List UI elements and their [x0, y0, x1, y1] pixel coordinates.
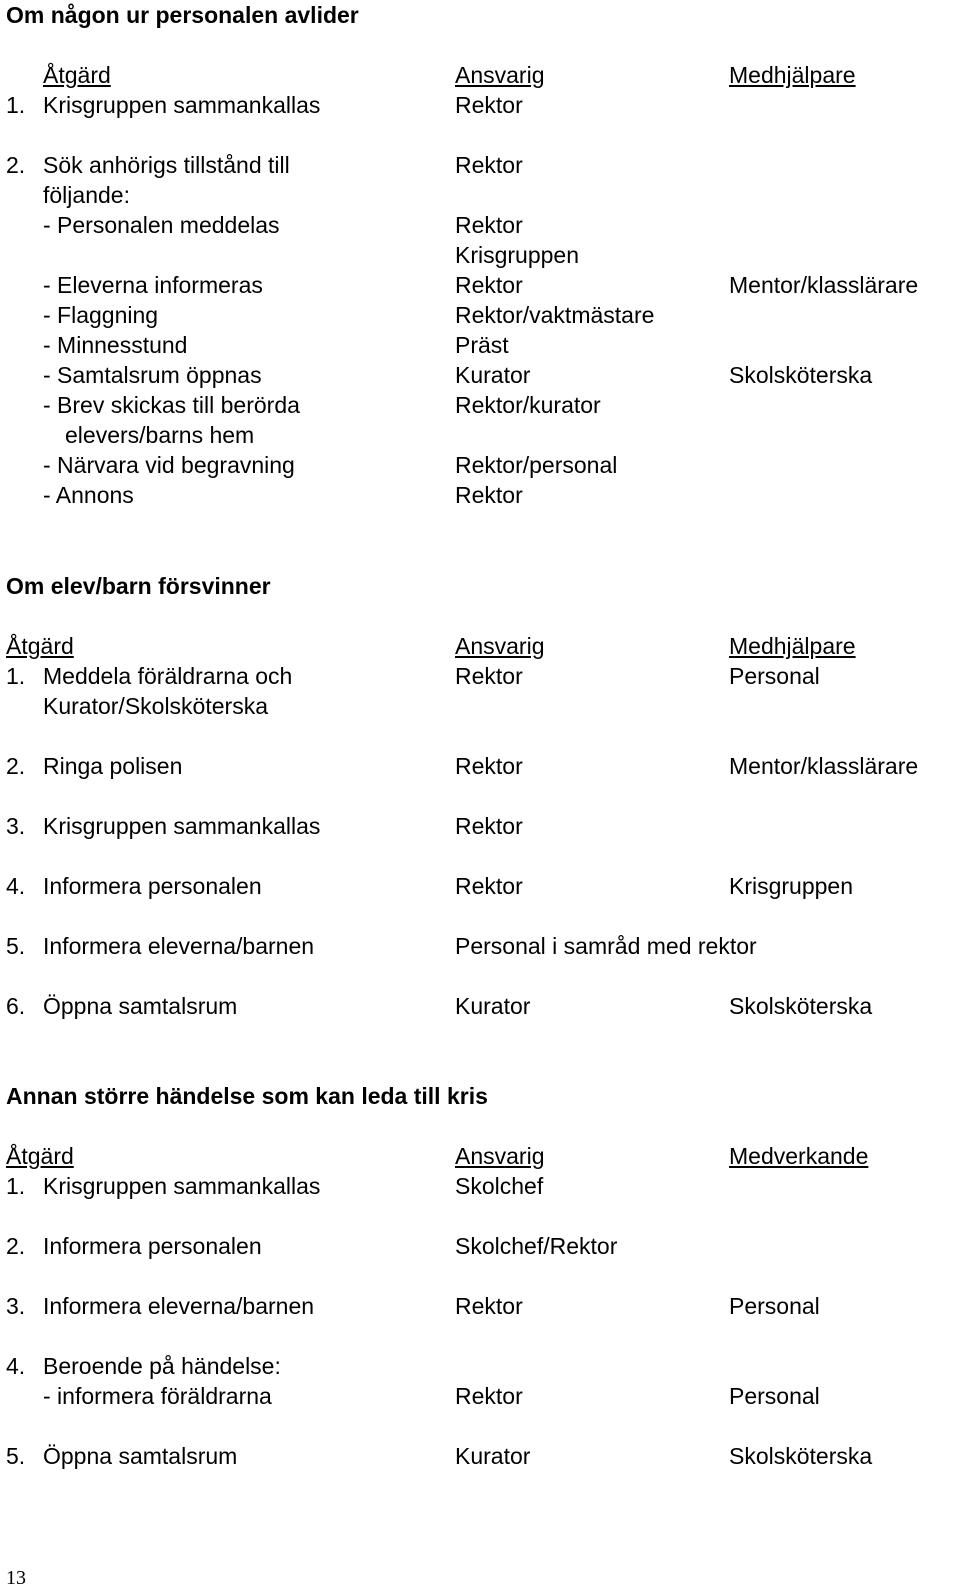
row-action: - Personalen meddelas: [43, 212, 280, 238]
row-assistant: Skolsköterska: [729, 1443, 873, 1469]
row-number: 2.: [6, 152, 26, 178]
row-assistant: Skolsköterska: [729, 993, 873, 1019]
row-responsible: Rektor: [455, 212, 523, 238]
row-action: Krisgruppen sammankallas: [43, 1173, 321, 1199]
row-responsible: Rektor: [455, 272, 523, 298]
section-title: Annan större händelse som kan leda till kris: [6, 1083, 488, 1109]
row-assistant: Skolsköterska: [729, 362, 873, 388]
column-header-action: Åtgärd: [6, 1143, 74, 1169]
row-action: - Flaggning: [43, 302, 159, 328]
row-responsible: Rektor: [455, 813, 523, 839]
row-assistant: Personal: [729, 1293, 820, 1319]
row-action: Informera personalen: [43, 873, 262, 899]
row-action: Sök anhörigs tillstånd till: [43, 152, 290, 178]
row-action: Informera personalen: [43, 1233, 262, 1259]
row-action: Meddela föräldrarna och: [43, 663, 293, 689]
row-number: 3.: [6, 1293, 26, 1319]
row-number: 5.: [6, 1443, 26, 1469]
column-header-assistant: Medhjälpare: [729, 633, 856, 659]
row-action: Krisgruppen sammankallas: [43, 813, 321, 839]
section-title: Om någon ur personalen avlider: [6, 2, 359, 28]
column-header-responsible: Ansvarig: [455, 62, 545, 88]
row-action: Kurator/Skolsköterska: [43, 693, 268, 719]
row-action: - Minnesstund: [43, 332, 188, 358]
row-assistant: Mentor/klasslärare: [729, 272, 919, 298]
row-responsible: Rektor: [455, 92, 523, 118]
row-number: 4.: [6, 1353, 26, 1379]
row-responsible: Präst: [455, 332, 509, 358]
row-assistant: Krisgruppen: [729, 873, 854, 899]
section-title: Om elev/barn försvinner: [6, 573, 271, 599]
row-action: - Eleverna informeras: [43, 272, 263, 298]
row-action: - informera föräldrarna: [43, 1383, 272, 1409]
row-responsible: Rektor: [455, 1293, 523, 1319]
column-header-responsible: Ansvarig: [455, 1143, 545, 1169]
column-header-assistant: Medhjälpare: [729, 62, 856, 88]
row-responsible: Kurator: [455, 1443, 531, 1469]
row-action: - Annons: [43, 482, 134, 508]
row-responsible: Kurator: [455, 993, 531, 1019]
row-number: 1.: [6, 92, 26, 118]
page-number: 13: [6, 1567, 26, 1589]
row-responsible: Rektor: [455, 1383, 523, 1409]
row-responsible: Skolchef/Rektor: [455, 1233, 618, 1259]
row-action: Informera eleverna/barnen: [43, 1293, 315, 1319]
row-action: Öppna samtalsrum: [43, 993, 238, 1019]
column-header-action: Åtgärd: [6, 633, 74, 659]
column-header-action: Åtgärd: [43, 62, 111, 88]
row-responsible: Rektor/vaktmästare: [455, 302, 655, 328]
row-number: 3.: [6, 813, 26, 839]
row-action: - Brev skickas till berörda: [43, 392, 300, 418]
row-assistant: Personal: [729, 663, 820, 689]
row-number: 2.: [6, 1233, 26, 1259]
row-responsible: Rektor: [455, 873, 523, 899]
row-number: 6.: [6, 993, 26, 1019]
row-number: 1.: [6, 663, 26, 689]
row-responsible: Rektor/kurator: [455, 392, 601, 418]
row-action: Öppna samtalsrum: [43, 1443, 238, 1469]
row-responsible: Rektor: [455, 152, 523, 178]
row-number: 4.: [6, 873, 26, 899]
row-action: Beroende på händelse:: [43, 1353, 281, 1379]
row-responsible: Skolchef: [455, 1173, 544, 1199]
row-number: 5.: [6, 933, 26, 959]
row-action: elevers/barns hem: [65, 422, 255, 448]
row-responsible: Krisgruppen: [455, 242, 580, 268]
row-action: följande:: [43, 182, 130, 208]
row-action: - Närvara vid begravning: [43, 452, 295, 478]
row-responsible: Personal i samråd med rektor: [455, 933, 757, 959]
row-responsible: Rektor: [455, 663, 523, 689]
row-responsible: Rektor/personal: [455, 452, 618, 478]
row-responsible: Rektor: [455, 482, 523, 508]
row-action: Krisgruppen sammankallas: [43, 92, 321, 118]
row-responsible: Kurator: [455, 362, 531, 388]
row-action: Informera eleverna/barnen: [43, 933, 315, 959]
column-header-responsible: Ansvarig: [455, 633, 545, 659]
row-number: 2.: [6, 753, 26, 779]
row-action: - Samtalsrum öppnas: [43, 362, 262, 388]
row-action: Ringa polisen: [43, 753, 183, 779]
row-responsible: Rektor: [455, 753, 523, 779]
column-header-assistant: Medverkande: [729, 1143, 869, 1169]
row-assistant: Personal: [729, 1383, 820, 1409]
row-number: 1.: [6, 1173, 26, 1199]
row-assistant: Mentor/klasslärare: [729, 753, 919, 779]
